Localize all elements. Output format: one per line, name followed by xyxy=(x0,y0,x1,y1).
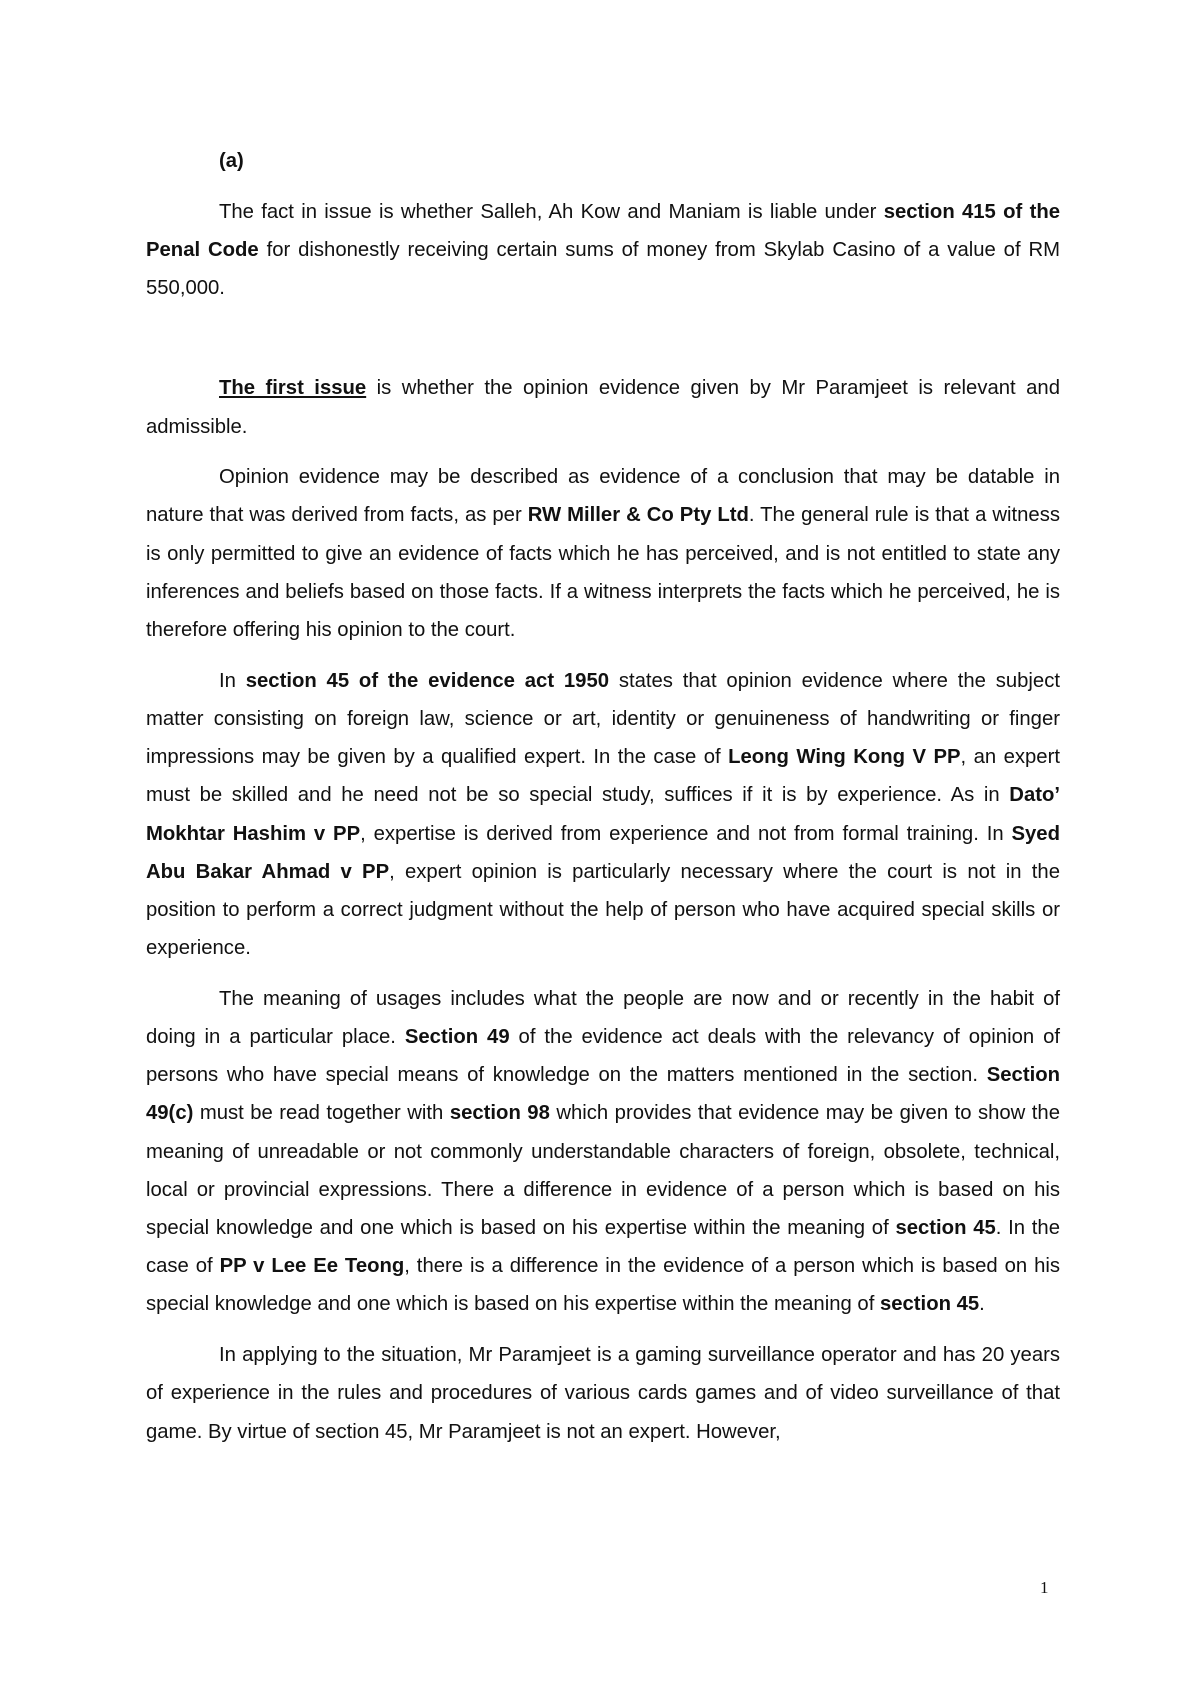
bold-reference: The first issue xyxy=(219,377,367,400)
bold-reference: Dato’ Mokhtar Hashim v PP xyxy=(146,784,1060,845)
paragraph-text: which provides that evidence may be given to show the meaning of unreadable or not commonly understandable characters of foreign, obsolete, technical, local or provincial expressions. There a difference in evidence of a person which is based on his special knowledge and one which is based on his expertise within the meaning of xyxy=(146,1102,1060,1240)
body-paragraph xyxy=(146,980,1060,1324)
paragraph-text: In applying to the situation, Mr Paramjeet is a gaming surveillance operator and has 20 years of experience in the rules and procedures of various cards games and of video surveillance of that game. By virtue of section 45, Mr Paramjeet is not an expert. However, xyxy=(146,1344,1060,1443)
bold-reference: Section 49(c) xyxy=(146,1064,1060,1125)
paragraph-text: , expertise is derived from experience and not from formal training. In xyxy=(360,822,1012,845)
body-paragraph xyxy=(146,1336,1060,1451)
bold-reference: RW Miller & Co Pty Ltd xyxy=(527,504,749,527)
paragraph-text: of the evidence act deals with the relevancy of opinion of persons who have special means of knowledge on the matters mentioned in the section. xyxy=(146,1026,1060,1087)
paragraph-text: , there is a difference in the evidence of a person which is based on his special knowledge and one which is based on his expertise within the meaning of xyxy=(146,1255,1060,1316)
paragraph-text: , an expert must be skilled and he need not be so special study, suffices if it is by experience. As in xyxy=(146,746,1060,807)
bold-reference: section 45 xyxy=(895,1217,996,1240)
bold-reference: Section 49 xyxy=(404,1026,510,1049)
paragraph-list xyxy=(146,193,1060,1451)
paragraph-text: for dishonestly receiving certain sums of money from Skylab Casino of a value of RM 550,000. xyxy=(146,238,1061,300)
bold-reference: Leong Wing Kong V PP xyxy=(728,746,961,769)
page-number: 1 xyxy=(1040,1578,1049,1597)
document-body xyxy=(146,142,1060,1463)
paragraph-text: must be read together with xyxy=(193,1102,450,1125)
paragraph-text: is whether the opinion evidence given by Mr Paramjeet is relevant and admissible. xyxy=(146,377,1060,438)
bold-reference: section 45 of the evidence act 1950 xyxy=(245,669,610,692)
body-paragraph xyxy=(146,369,1060,445)
paragraph-text: , expert opinion is particularly necessary where the court is not in the position to perform a correct judgment without the help of person who have acquired special skills or experience. xyxy=(146,860,1060,960)
paragraph-text: Opinion evidence may be described as evidence of a conclusion that may be datable in nature that was derived from facts, as per xyxy=(146,466,1060,527)
paragraph-text: . In the case of xyxy=(146,1217,1060,1278)
paragraph-text: . The general rule is that a witness is only permitted to give an evidence of facts which he has perceived, and is not entitled to state any inferences and beliefs based on those facts. If a witness interprets the facts which he perceived, he is therefore offering his opinion to the court. xyxy=(146,504,1060,642)
body-paragraph xyxy=(146,662,1060,968)
bold-reference: section 98 xyxy=(449,1102,550,1125)
paragraph-text: In xyxy=(219,669,246,692)
paragraph-text: states that opinion evidence where the subject matter consisting on foreign law, science or art, identity or genuineness of handwriting or finger impressions may be given by a qualified expert. In the case of xyxy=(146,669,1060,769)
paragraph-text: The meaning of usages includes what the people are now and or recently in the habit of doing in a particular place. xyxy=(146,987,1060,1049)
bold-reference: section 415 of the Penal Code xyxy=(146,200,1060,261)
bold-reference: section 45 xyxy=(879,1293,980,1316)
section-label: (a) xyxy=(219,150,244,172)
bold-reference: Syed Abu Bakar Ahmad v PP xyxy=(146,822,1060,883)
body-paragraph xyxy=(146,193,1060,308)
bold-reference: PP v Lee Ee Teong xyxy=(219,1255,405,1278)
paragraph-text: . xyxy=(979,1293,985,1316)
body-paragraph xyxy=(146,458,1060,649)
paragraph-text: The fact in issue is whether Salleh, Ah Kow and Maniam is liable under xyxy=(219,200,884,223)
